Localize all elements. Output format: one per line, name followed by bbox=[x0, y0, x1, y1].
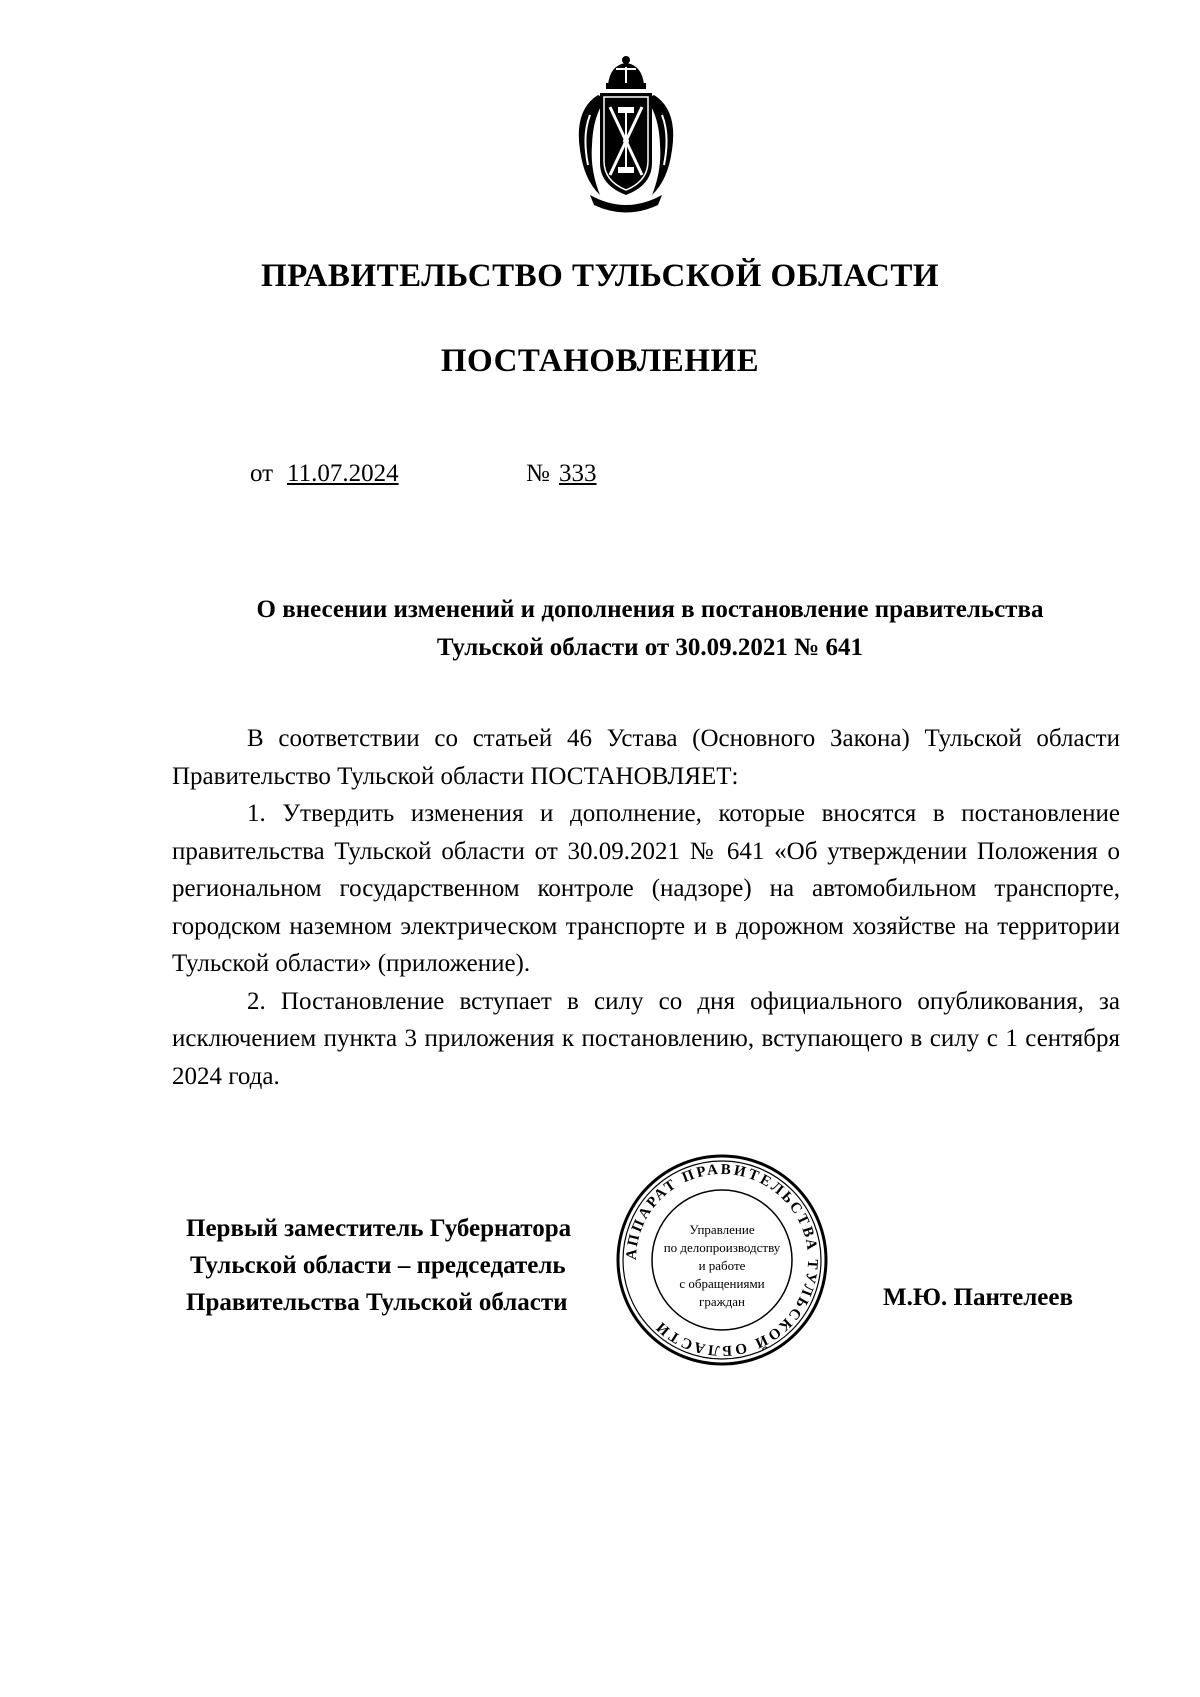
signatory-name: М.Ю. Пантелеев bbox=[883, 1284, 1073, 1311]
stamp-center-line: с обращениями bbox=[679, 1276, 765, 1291]
item-paragraph-1: 1. Утвердить изменения и дополнение, которые вносятся в постановление правительства Тульской области от 30.09.2021 № 641 «Об утверждении Положения о региональном государственном контроле (надзоре) на автомобильном транспорте, городском наземном электрическом транспорте и в дорожном хозяйстве на территории Тульской области» (приложение). bbox=[172, 800, 1120, 977]
subject-line: О внесении изменений и дополнения в постановление правительства bbox=[256, 596, 1044, 623]
stamp-center-line: граждан bbox=[699, 1294, 745, 1309]
stamp-center-line: и работе bbox=[698, 1258, 746, 1273]
number-label: № bbox=[526, 460, 550, 487]
coat-of-arms-emblem bbox=[560, 55, 692, 213]
preamble-paragraph: В соответствии со статьей 46 Устава (Основного Закона) Тульской области Правительство Тульской области ПОСТАНОВЛЯЕТ: bbox=[172, 725, 1120, 790]
stamp-ring-text: АППАРАТ ПРАВИТЕЛЬСТВА ТУЛЬСКОЙ ОБЛАСТИ bbox=[623, 1161, 821, 1359]
official-stamp bbox=[614, 1152, 830, 1368]
date-label: от bbox=[250, 460, 274, 487]
document-subject bbox=[170, 591, 1130, 667]
subject-line: Тульской области от 30.09.2021 № 641 bbox=[436, 634, 864, 661]
position-line: Правительства Тульской области bbox=[186, 1289, 568, 1316]
stamp-center-line: Управление bbox=[689, 1222, 755, 1237]
position-line: Первый заместитель Губернатора bbox=[186, 1215, 572, 1242]
government-title: ПРАВИТЕЛЬСТВО ТУЛЬСКОЙ ОБЛАСТИ bbox=[261, 258, 939, 294]
item-paragraph-2: 2. Постановление вступает в силу со дня официального опубликования, за исключением пункта 3 приложения к постановлению, вступающего в силу с 1 сентября 2024 года. bbox=[172, 987, 1120, 1090]
stamp-center-line: по делопроизводству bbox=[663, 1240, 781, 1255]
document-type-title: ПОСТАНОВЛЕНИЕ bbox=[440, 343, 760, 379]
document-body bbox=[172, 720, 1120, 1095]
document-number: 333 bbox=[559, 460, 597, 487]
position-line: Тульской области – председатель bbox=[190, 1252, 566, 1279]
signatory-position bbox=[186, 1210, 571, 1321]
document-date: 11.07.2024 bbox=[287, 460, 399, 487]
